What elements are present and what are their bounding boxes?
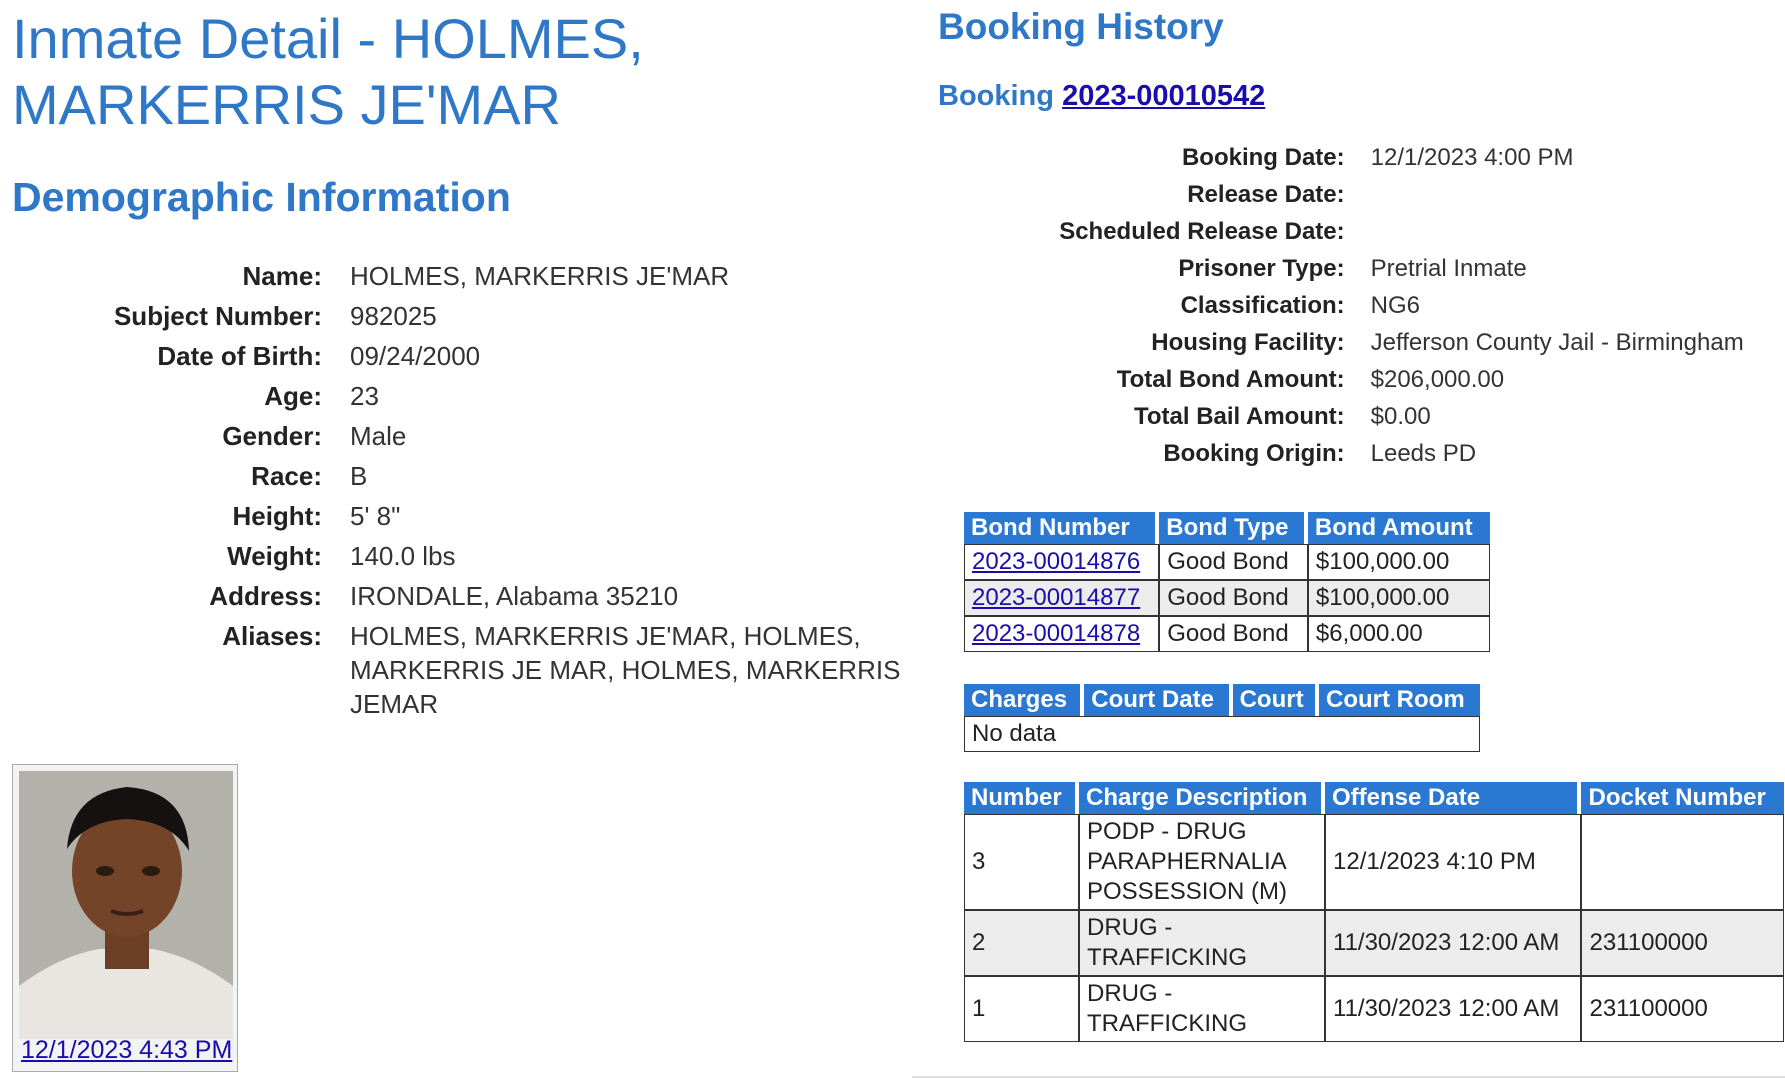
demographic-row [60, 496, 920, 536]
height-label: Height: [232, 501, 322, 531]
total-bail-value: $0.00 [1370, 403, 1431, 430]
total-bond-value: $206,000.00 [1370, 366, 1505, 393]
aliases-label: Aliases: [222, 621, 322, 651]
booking-detail-row [1020, 251, 1785, 288]
docket-number-cell [1581, 814, 1784, 910]
bond-number-link[interactable]: 2023-00014876 [972, 548, 1141, 575]
demographic-row [60, 376, 920, 416]
booking-history-heading: Booking History [938, 6, 1224, 47]
bond-type-cell: Good Bond [1159, 544, 1308, 580]
charge-row [964, 814, 1784, 910]
race-label: Race: [251, 461, 322, 491]
charges-header: Charges [964, 684, 1084, 716]
demographic-table [60, 256, 920, 724]
charge-row [964, 976, 1784, 1042]
weight-value: 140.0 lbs [350, 541, 456, 571]
bond-number-link[interactable]: 2023-00014878 [972, 620, 1141, 647]
charge-description-cell: DRUG - TRAFFICKING [1079, 976, 1325, 1042]
no-data-cell: No data [964, 716, 1480, 752]
charge-row [964, 910, 1784, 976]
gender-label: Gender: [222, 421, 322, 451]
booking-date-label: Booking Date: [1181, 144, 1345, 171]
booking-detail-row [1020, 362, 1785, 399]
prisoner-type-value: Pretrial Inmate [1370, 255, 1527, 282]
bond-row [964, 616, 1490, 652]
age-value: 23 [350, 381, 379, 411]
demographic-row [60, 336, 920, 376]
bond-amount-cell: $6,000.00 [1308, 616, 1490, 652]
charge-number-cell: 2 [964, 910, 1079, 976]
booking-detail-row [1020, 177, 1785, 214]
offense-date-cell: 12/1/2023 4:10 PM [1325, 814, 1581, 910]
mugshot-date-link[interactable]: 12/1/2023 4:43 PM [21, 1036, 233, 1064]
housing-facility-label: Housing Facility: [1151, 329, 1345, 356]
demographic-row [60, 256, 920, 296]
booking-origin-label: Booking Origin: [1163, 440, 1345, 467]
race-value: B [350, 461, 368, 491]
address-value: IRONDALE, Alabama 35210 [350, 581, 679, 611]
classification-value: NG6 [1370, 292, 1420, 319]
court-charges-table [964, 684, 1480, 752]
booking-detail-row [1020, 325, 1785, 362]
release-date-label: Release Date: [1187, 181, 1345, 208]
subject-number-label: Subject Number: [113, 301, 322, 331]
booking-number-link[interactable]: 2023-00010542 [1062, 80, 1266, 112]
release-date-value [1371, 177, 1785, 214]
demographic-row [60, 416, 920, 456]
address-label: Address: [209, 581, 322, 611]
offense-date-cell: 11/30/2023 12:00 AM [1325, 910, 1581, 976]
bond-table [964, 512, 1490, 652]
court-date-header: Court Date [1084, 684, 1232, 716]
booking-details-table [1020, 140, 1785, 473]
charge-header-row [964, 782, 1784, 814]
charge-description-cell: PODP - DRUG PARAPHERNALIA POSSESSION (M) [1079, 814, 1325, 910]
dob-label: Date of Birth: [157, 341, 322, 371]
charge-number-cell: 3 [964, 814, 1079, 910]
booking-detail-row [1020, 399, 1785, 436]
booking-line [938, 78, 1265, 114]
bond-number-header: Bond Number [964, 512, 1159, 544]
prisoner-type-label: Prisoner Type: [1178, 255, 1345, 282]
court-room-header: Court Room [1319, 684, 1480, 716]
bond-type-header: Bond Type [1159, 512, 1308, 544]
age-label: Age: [264, 381, 322, 411]
bond-type-cell: Good Bond [1159, 580, 1308, 616]
court-header: Court [1233, 684, 1319, 716]
total-bond-label: Total Bond Amount: [1116, 366, 1345, 393]
booking-date-value: 12/1/2023 4:00 PM [1370, 144, 1574, 171]
bond-type-cell: Good Bond [1159, 616, 1308, 652]
charge-description-header: Charge Description [1079, 782, 1325, 814]
bond-number-cell [964, 580, 1159, 616]
charge-number-cell: 1 [964, 976, 1079, 1042]
weight-label: Weight: [227, 541, 322, 571]
demographic-row [60, 456, 920, 496]
divider [912, 1076, 1785, 1078]
bond-number-link[interactable]: 2023-00014877 [972, 584, 1141, 611]
total-bail-label: Total Bail Amount: [1133, 403, 1345, 430]
court-charges-header-row [964, 684, 1480, 716]
demographic-row [60, 296, 920, 336]
classification-label: Classification: [1180, 292, 1345, 319]
charge-table [964, 782, 1784, 1042]
offense-date-header: Offense Date [1325, 782, 1581, 814]
bond-row [964, 544, 1490, 580]
housing-facility-value: Jefferson County Jail - Birmingham [1370, 329, 1744, 356]
page-title: Inmate Detail - HOLMES, MARKERRIS JE'MAR [12, 7, 644, 136]
booking-detail-row [1020, 436, 1785, 473]
bond-amount-cell: $100,000.00 [1308, 544, 1490, 580]
scheduled-release-label: Scheduled Release Date: [1059, 218, 1345, 245]
mugshot-frame [12, 764, 238, 1072]
charge-number-header: Number [964, 782, 1079, 814]
docket-number-cell: 231100000 [1581, 976, 1784, 1042]
court-charges-row [964, 716, 1480, 752]
height-value: 5' 8" [350, 501, 401, 531]
bond-row [964, 580, 1490, 616]
name-label: Name: [242, 261, 322, 291]
bond-number-cell [964, 616, 1159, 652]
charge-description-cell: DRUG - TRAFFICKING [1079, 910, 1325, 976]
demographic-row [60, 576, 920, 616]
dob-value: 09/24/2000 [350, 341, 481, 371]
demographic-row [60, 616, 920, 724]
booking-detail-row [1020, 214, 1785, 251]
scheduled-release-value [1371, 214, 1785, 251]
offense-date-cell: 11/30/2023 12:00 AM [1325, 976, 1581, 1042]
bond-header-row [964, 512, 1490, 544]
aliases-cell [350, 616, 920, 724]
booking-detail-row [1020, 288, 1785, 325]
name-value: HOLMES, MARKERRIS JE'MAR [350, 261, 730, 291]
subject-number-value: 982025 [350, 301, 437, 331]
bond-amount-cell: $100,000.00 [1308, 580, 1490, 616]
booking-origin-value: Leeds PD [1370, 440, 1477, 467]
docket-number-header: Docket Number [1581, 782, 1784, 814]
demographic-heading: Demographic Information [12, 174, 511, 220]
demographic-row [60, 536, 920, 576]
booking-label: Booking [938, 80, 1054, 112]
docket-number-cell: 231100000 [1581, 910, 1784, 976]
aliases-value: HOLMES, MARKERRIS JE'MAR, HOLMES, MARKERRIS JE MAR, HOLMES, MARKERRIS JEMAR [350, 621, 901, 719]
bond-number-cell [964, 544, 1159, 580]
mugshot-image [19, 771, 233, 1039]
booking-detail-row [1020, 140, 1785, 177]
mugshot-photo [19, 771, 233, 1039]
bond-amount-header: Bond Amount [1308, 512, 1490, 544]
gender-value: Male [350, 421, 407, 451]
